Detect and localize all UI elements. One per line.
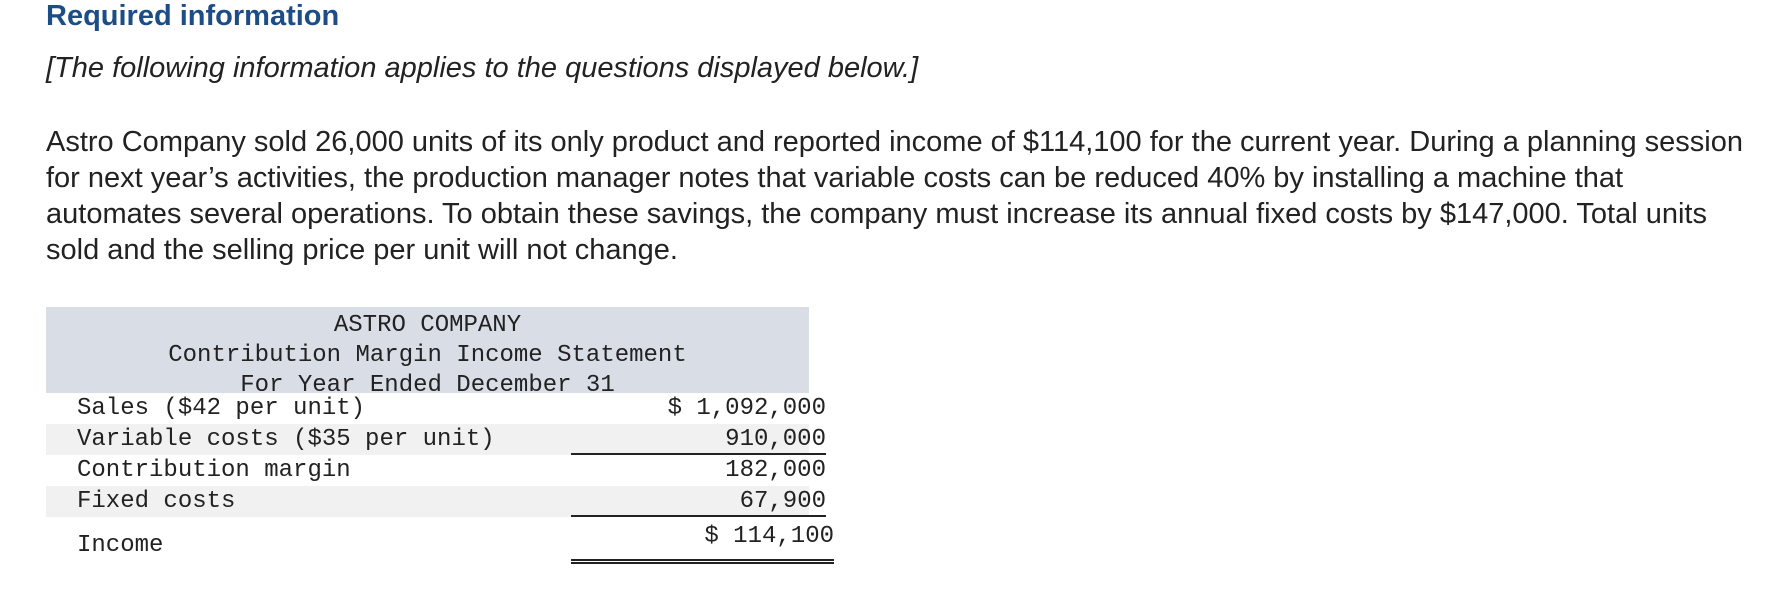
statement-title: Contribution Margin Income Statement <box>168 342 687 369</box>
income-statement <box>46 307 834 563</box>
row-amount: $ 114,100 <box>571 517 834 564</box>
row-amount: $ 1,092,000 <box>667 395 826 422</box>
statement-header <box>46 307 809 399</box>
row-amount: 67,900 <box>571 486 826 517</box>
row-label: Variable costs ($35 per unit) <box>77 426 495 453</box>
income-row <box>46 517 834 563</box>
contribution-margin-row <box>46 455 826 486</box>
sales-row <box>46 393 826 424</box>
row-amount: 910,000 <box>571 424 826 455</box>
statement-period: For Year Ended December 31 <box>240 372 615 399</box>
variable-costs-row <box>46 424 826 455</box>
row-label: Contribution margin <box>77 457 351 484</box>
problem-paragraph: Astro Company sold 26,000 units of its only product and reported income of $114,100 for the current year. During a planning session for next year’s activities, the production manager notes that variable costs can be reduced 40% by installing a machine that automates several operations. To obtain these savings, the company must increase its annual fixed costs by $147,000. Total units sold and the selling price per unit will not change. <box>46 126 1743 266</box>
section-heading: Required information <box>46 0 340 32</box>
row-amount: 182,000 <box>725 457 826 484</box>
fixed-costs-row <box>46 486 826 517</box>
row-label: Fixed costs <box>77 488 236 515</box>
company-name: ASTRO COMPANY <box>333 312 522 339</box>
row-label: Income <box>77 532 164 559</box>
instruction-note: [The following information applies to the questions displayed below.] <box>46 52 919 84</box>
row-label: Sales ($42 per unit) <box>77 395 366 422</box>
